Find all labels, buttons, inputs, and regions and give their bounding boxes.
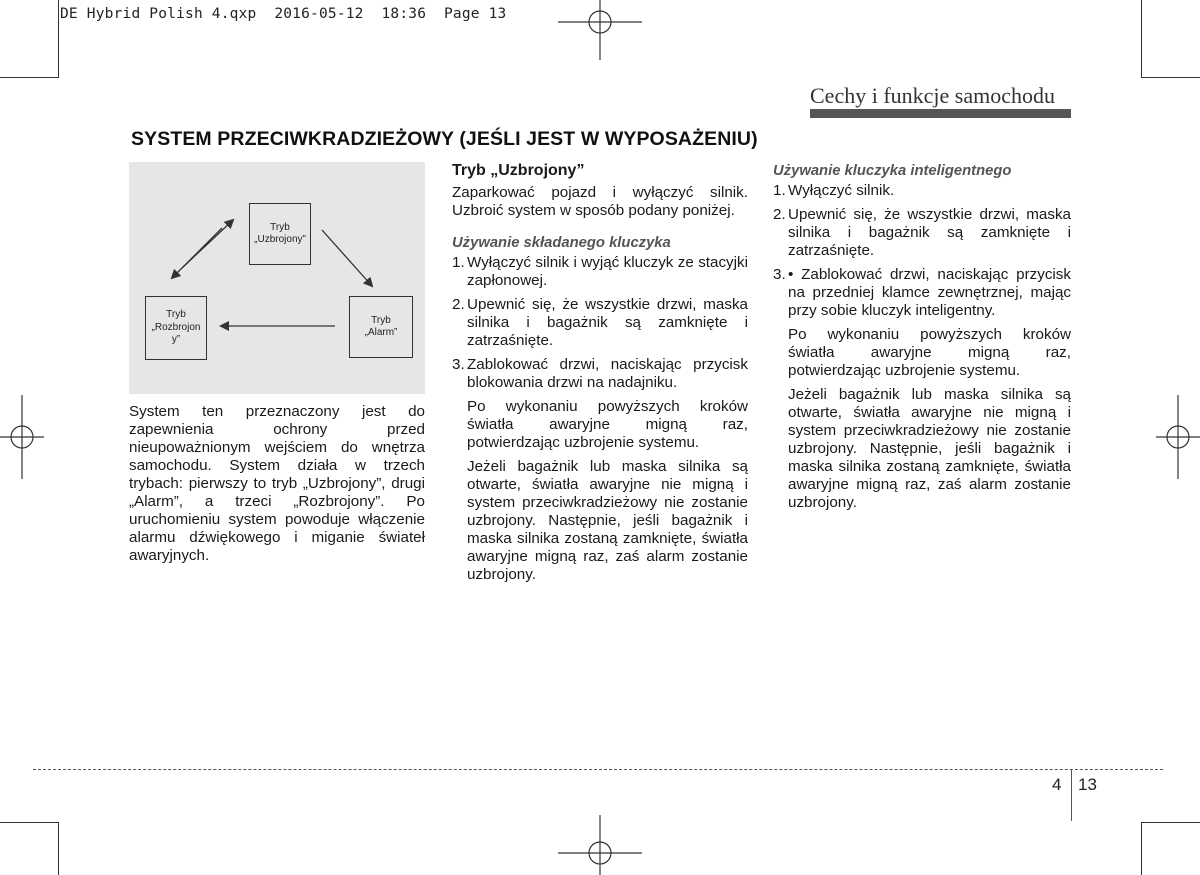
intro-paragraph: System ten przeznaczony jest do zapewnienia ochrony przed nieupoważnionym wejściem do wnętrza samochodu. System działa w trzech trybach: pierwszy to tryb „Uzbrojony”, drugi „Alarm”, a trzeci „Rozbrojony”. Po uruchomieniu system powoduje włączenie alarmu dźwiękowego i miganie świateł awaryjnych. [129,403,425,564]
crop-mark [1141,822,1142,875]
armed-mode-intro: Zaparkować pojazd i wyłączyć silnik. Uzbroić system w sposób podany poniżej. [452,184,748,219]
crop-mark [1141,0,1142,78]
mode-box-label: „Alarm” [364,327,398,338]
crop-mark [58,822,59,875]
note-paragraph: Jeżeli bagażnik lub maska silnika są otwarte, światła awaryjne nie migną i system przeciwkradzieżowy nie zostanie uzbrojony. Następnie, jeśli bagażnik i maska silnika zostaną zamknięte, światła awaryjne migną raz, zaś alarm zostanie uzbrojony. [788,386,1071,511]
armed-mode-heading: Tryb „Uzbrojony” [452,162,585,179]
registration-mark-right [1155,395,1200,479]
list-item-number: 2. [452,296,465,313]
mode-diagram [129,162,425,394]
list-item-text: Wyłączyć silnik i wyjąć kluczyk ze stacyjki zapłonowej. [467,254,748,289]
mode-box-label: „Uzbrojony” [254,234,306,245]
list-item-number: 3. [452,356,465,373]
list-item [773,206,1071,260]
mode-box-label: Tryb [371,314,391,326]
arrow-armed-to-disarmed [172,228,222,278]
list-item [773,182,1071,200]
list-item [773,266,1071,320]
list-item [452,254,748,290]
mode-box-label: Tryb [270,221,290,233]
folding-key-subheading: Używanie składanego kluczyka [452,235,671,251]
crop-mark [0,822,58,823]
column-1 [129,403,425,565]
arrow-armed-to-alarm [322,230,372,286]
crop-mark [58,0,59,78]
mode-box-alarm [349,296,413,358]
list-item-number: 1. [452,254,465,271]
chapter-number: 4 [1052,775,1062,794]
mode-box-armed [249,203,311,265]
main-heading: SYSTEM PRZECIWKRADZIEŻOWY (JEŚLI JEST W WYPOSAŻENIU) [131,128,758,150]
note-paragraph: Po wykonaniu powyższych kroków światła awaryjne migną raz, potwierdzając uzbrojenie systemu. [788,326,1071,379]
section-title: Cechy i funkcje samochodu [810,83,1055,108]
note-paragraph: Po wykonaniu powyższych kroków światła awaryjne migną raz, potwierdzając uzbrojenie systemu. [467,398,748,451]
mode-box-label: y” [171,334,181,346]
list-item-text: • Zablokować drzwi, naciskając przycisk na przedniej klamce zewnętrznej, mając przy sobie kluczyk inteligentny. [788,266,1071,319]
list-item-text: Zablokować drzwi, naciskając przycisk blokowania drzwi na nadajniku. [467,356,748,391]
crop-mark [0,77,58,78]
list-item [452,296,748,350]
mode-box-label: Tryb [166,309,186,321]
page-number-separator [1071,769,1072,821]
column-3 [773,162,1071,512]
list-item [452,356,748,392]
registration-mark-bottom [555,815,645,875]
mode-box-disarmed [145,296,207,360]
print-header: DE Hybrid Polish 4.qxp 2016-05-12 18:36 Page 13 [60,6,507,22]
note-paragraph: Jeżeli bagażnik lub maska silnika są otwarte, światła awaryjne nie migną i system przeciwkradzieżowy nie zostanie uzbrojony. Następnie, jeśli bagażnik i maska silnika zostaną zamknięte, światła awaryjne migną raz, zaś alarm zostanie uzbrojony. [467,458,748,583]
list-item-text: Upewnić się, że wszystkie drzwi, maska silnika i bagażnik są zamknięte i zatrzaśnięte. [788,206,1071,259]
list-item-number: 2. [773,206,786,223]
crop-mark [1142,77,1200,78]
column-2 [452,162,748,584]
mode-box-label: „Rozbrojon [151,321,201,333]
registration-mark-top [555,0,645,62]
registration-mark-left [0,395,45,479]
crop-mark [1142,822,1200,823]
list-item-number: 1. [773,182,786,199]
list-item-number: 3. [773,266,786,283]
footer-rule [33,769,1163,770]
list-item-text: Upewnić się, że wszystkie drzwi, maska silnika i bagażnik są zamknięte i zatrzaśnięte. [467,296,748,349]
smart-key-subheading: Używanie kluczyka inteligentnego [773,163,1012,179]
page-number: 13 [1078,775,1097,794]
list-item-text: Wyłączyć silnik. [788,182,895,199]
section-title-rule [810,109,1071,118]
